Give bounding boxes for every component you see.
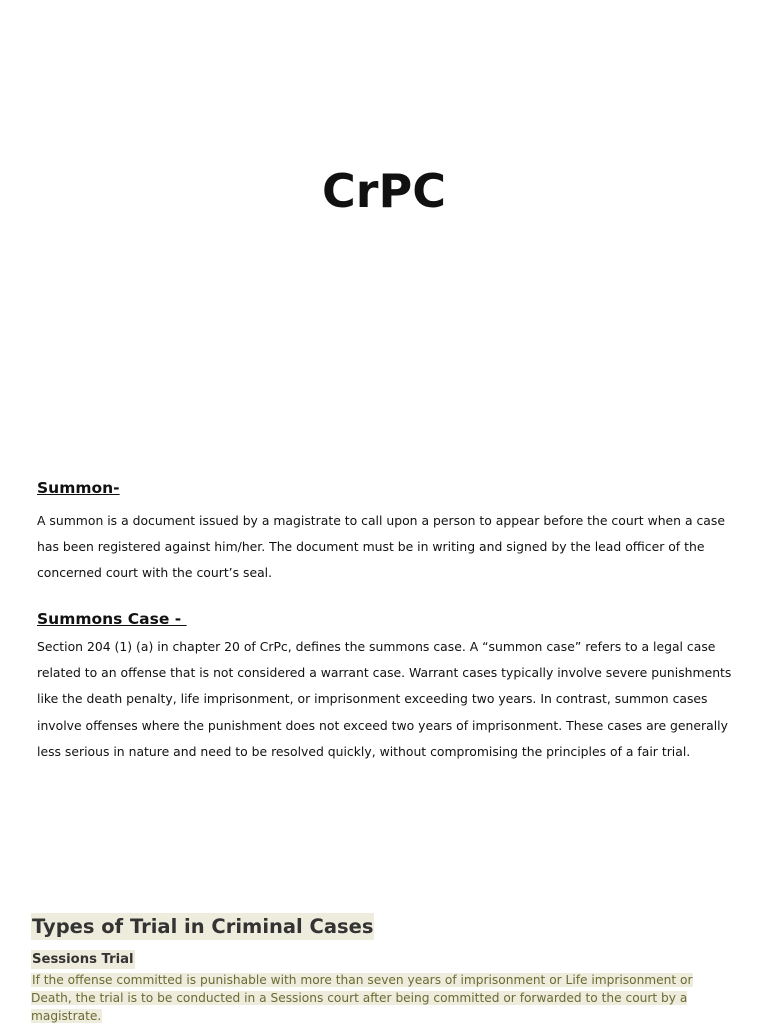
- summons-case-section: [37, 609, 741, 765]
- summons-case-heading: Summons Case -: [37, 610, 187, 628]
- sessions-trial-heading: Sessions Trial: [32, 952, 134, 967]
- summons-case-paragraph: Section 204 (1) (a) in chapter 20 of CrPc, defines the summons case. A “summon case” refers to a legal case related to an offense that is not considered a warrant case. Warrant cases typically involve severe punishments like the death penalty, life imprisonment, or imprisonment exceeding two years. In contrast, summon cases involve offenses where the punishment does not exceed two years of imprisonment. These cases are generally less serious in nature and need to be resolved quickly, without compromising the principles of a fair trial.: [37, 639, 732, 759]
- summon-heading: Summon-: [37, 479, 120, 497]
- sessions-trial-paragraph: [31, 971, 736, 1024]
- trial-types-heading: Types of Trial in Criminal Cases: [32, 915, 374, 938]
- document-title: CrPC: [322, 164, 446, 218]
- sessions-trial-text: If the offense committed is punishable with more than seven years of imprisonment or Life imprisonment or Death, the trial is to be conducted in a Sessions court after being committed or forwarded to the court by a magistrate.: [31, 973, 693, 1023]
- summon-section: [37, 478, 741, 587]
- summon-paragraph: A summon is a document issued by a magistrate to call upon a person to appear before the court when a case has been registered against him/her. The document must be in writing and signed by the lead officer of the concerned court with the court’s seal.: [37, 513, 725, 581]
